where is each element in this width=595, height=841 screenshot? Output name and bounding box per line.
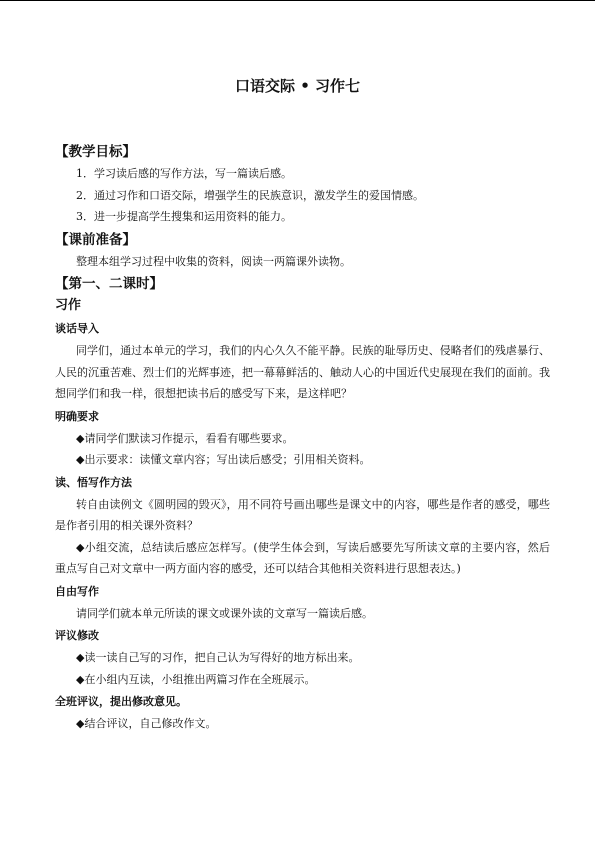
revise-item-1: ◆读一读自己写的习作，把自己认为写得好的地方标出来。 bbox=[76, 651, 360, 664]
preparation-text: 整理本组学习过程中收集的资料，阅读一两篇课外读物。 bbox=[76, 254, 351, 268]
requirement-item-1: ◆请同学们默读习作提示，看看有哪些要求。 bbox=[76, 431, 294, 445]
free-writing-text: 请同学们就本单元所读的课文或课外读的文章写一篇读后感。 bbox=[76, 606, 373, 620]
class-review-heading: 全班评议，提出修改意见。 bbox=[55, 695, 187, 708]
document-body bbox=[55, 140, 550, 735]
lessons-subheading: 习作 bbox=[55, 298, 82, 313]
intro-heading: 谈话导入 bbox=[55, 322, 99, 335]
method-paragraph-2: ◆小组交流，总结读后感应怎样写。(使学生体会到，写读后感要先写所读文章的主要内容，然后重点写自己对文章中一两方面内容的感受，还可以结合其他相关资料进行思想表达。) bbox=[55, 540, 550, 575]
objective-item-1: 1．学习读后感的写作方法，写一篇读后感。 bbox=[76, 167, 292, 180]
objective-item-3: 3．进一步提高学生搜集和运用资料的能力。 bbox=[76, 210, 292, 223]
revise-heading: 评议修改 bbox=[55, 629, 99, 642]
objective-item-2: 2．通过习作和口语交际，增强学生的民族意识，激发学生的爱国情感。 bbox=[76, 188, 424, 202]
requirement-item-2: ◆出示要求：读懂文章内容；写出读后感受；引用相关资料。 bbox=[76, 453, 371, 466]
revise-item-2: ◆在小组内互读，小组推出两篇习作在全班展示。 bbox=[76, 672, 316, 686]
preparation-heading: 【课前准备】 bbox=[55, 231, 136, 248]
intro-paragraph: 同学们，通过本单元的学习，我们的内心久久不能平静。民族的耻辱历史、侵略者们的残虐暴行、人民的沉重苦难、烈士们的光辉事迹，把一幕幕鲜活的、触动人心的中国近代史展现在我们的面前。我想同学们和我一样，很想把读书后的感受写下来，是这样吧？ bbox=[55, 344, 550, 400]
method-paragraph-1: 转自由读例文《圆明园的毁灭》，用不同符号画出哪些是课文中的内容，哪些是作者的感受，哪些是作者引用的相关课外资料？ bbox=[55, 497, 550, 532]
lessons-heading: 【第一、二课时】 bbox=[55, 276, 163, 292]
requirements-heading: 明确要求 bbox=[55, 409, 99, 423]
top-rule bbox=[0, 0, 595, 1]
class-review-item-1: ◆结合评议，自己修改作文。 bbox=[76, 717, 217, 730]
page-title: 口语交际 • 习作七 bbox=[234, 77, 361, 95]
objectives-heading: 【教学目标】 bbox=[55, 144, 136, 160]
free-writing-heading: 自由写作 bbox=[55, 584, 99, 598]
method-heading: 读、悟写作方法 bbox=[55, 475, 132, 489]
